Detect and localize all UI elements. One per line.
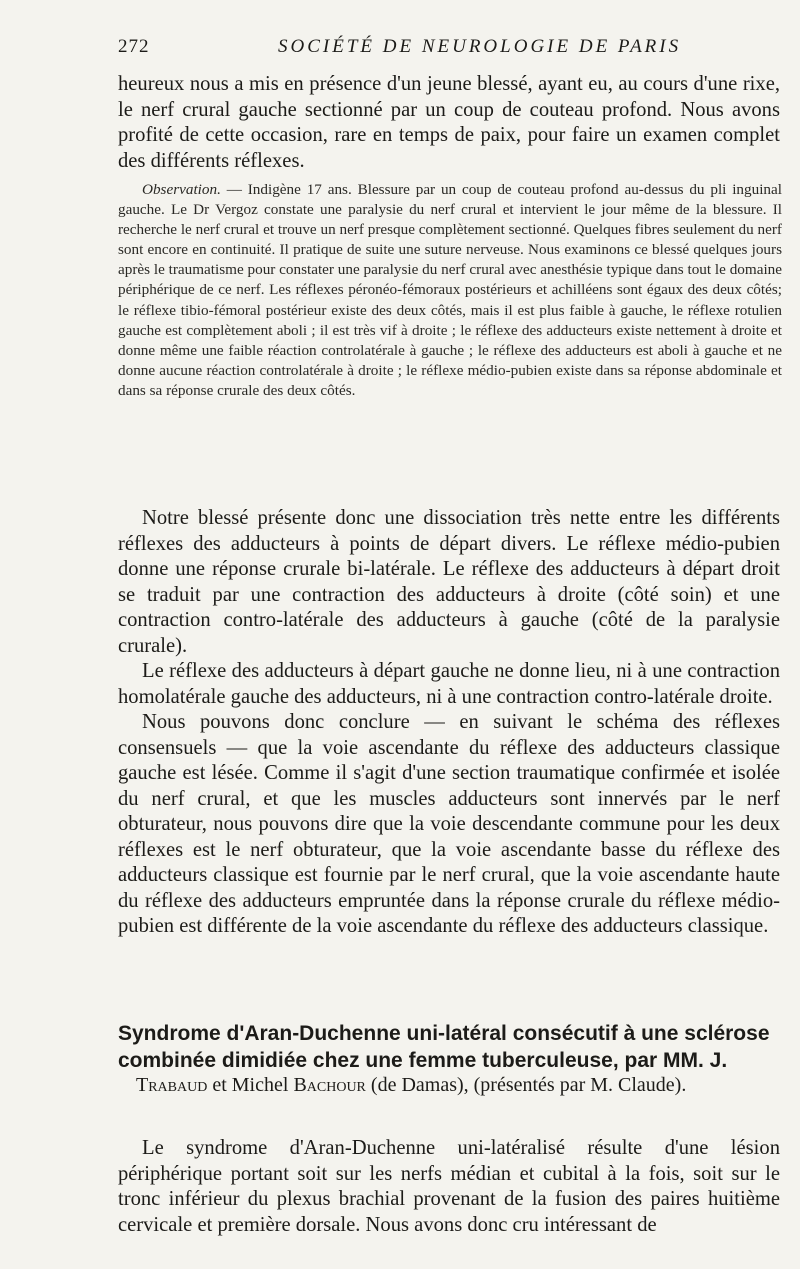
page-number: 272: [118, 36, 150, 57]
intro-paragraph: heureux nous a mis en présence d'un jeune blessé, ayant eu, au cours d'une rixe, le nerf crural gauche sectionné par un coup de couteau profond. Nous avons profité de cette occasion, rare en temps de paix, pour faire un examen complet des différents réflexes.: [118, 73, 780, 172]
section-title-par: par MM. J.: [618, 1049, 728, 1072]
author-bachour: Bachour: [293, 1074, 366, 1096]
section-authors: [118, 1072, 800, 1098]
author-connector: et Michel: [207, 1074, 294, 1096]
discussion-block: [118, 506, 780, 940]
author-affiliation: (de Damas), (présentés par M. Claude).: [365, 1074, 687, 1096]
observation-label: Observation.: [142, 181, 221, 198]
discussion-paragraph-1: Notre blessé présente donc une dissociation très nette entre les différents réflexes des adducteurs à points de départ divers. Le réflexe médio-pubien donne une réponse crurale bi-latérale. Le réflexe des adducteurs à départ droit se traduit par une contraction des adducteurs à droite (côté soin) et une contraction contro-latérale des adducteurs à gauche (côté de la paralysie crurale).: [118, 507, 780, 657]
closing-block: [118, 1136, 780, 1238]
observation-paragraph: [118, 180, 782, 401]
discussion-paragraph-2: Le réflexe des adducteurs à départ gauche ne donne lieu, ni à une contraction homolatérale gauche des adducteurs, ni à une contraction contro-latérale droite.: [118, 660, 780, 708]
page-header: [118, 36, 780, 66]
section-title: [118, 1020, 790, 1074]
discussion-paragraph-3: Nous pouvons donc conclure — en suivant le schéma des réflexes consensuels — que la voie ascendante du réflexe des adducteurs classique gauche est lésée. Comme il s'agit d'une section traumatique confirmée et isolée du nerf crural, et que les muscles adducteurs sont innervés par le nerf obturateur, nous pouvons dire que la voie descendante commune pour les deux réflexes est le nerf obturateur, que la voie ascendante basse du réflexe des adducteurs classique est fournie par le nerf crural, que la voie ascendante haute du réflexe des adducteurs empruntée dans la réponse crurale du réflexe médio-pubien est différente de la voie ascendante du réflexe des adducteurs classique.: [118, 711, 780, 937]
author-trabaud: Trabaud: [136, 1074, 208, 1096]
closing-paragraph: Le syndrome d'Aran-Duchenne uni-latéralisé résulte d'une lésion périphérique portant soit sur les nerfs médian et cubital à la fois, soit sur le tronc inférieur du plexus brachial provenant de la fusion des paires huitième cervicale et première dorsale. Nous avons donc cru intéressant de: [118, 1137, 780, 1236]
observation-text: — Indigène 17 ans. Blessure par un coup de couteau profond au-dessus du pli inguinal gauche. Le Dr Vergoz constate une paralysie du nerf crural et intervient le jour même de la blessure. Il recherche le nerf crural et trouve un nerf presque complètement sectionné. Quelques fibres seulement du nerf sont encore en continuité. Il pratique de suite une suture nerveuse. Nous examinons ce blessé quelques jours après le traumatisme pour constater une paralysie du nerf crural avec anesthésie typique dans tout le domaine périphérique de ce nerf. Les réflexes péronéo-fémoraux postérieurs et achilléens sont égaux des deux côtés; le réflexe tibio-fémoral postérieur existe des deux côtés, mais il est plus faible à gauche, le réflexe rotulien gauche est complètement aboli ; il est très vif à droite ; le réflexe des adducteurs existe nettement à droite et donne même une faible réaction controlatérale à gauche ; le réflexe des adducteurs est aboli à gauche et ne donne aucune réaction controlatérale à droite ; le réflexe médio-pubien existe dans sa réponse abdominale et dans sa réponse crurale des deux côtés.: [118, 181, 782, 399]
running-title: SOCIÉTÉ DE NEUROLOGIE DE PARIS: [278, 36, 682, 57]
observation-block: [118, 180, 782, 401]
section-title-text: Syndrome d'Aran-Duchenne uni-latéral consécutif à une sclérose combinée dimidiée chez une femme tuberculeuse,: [118, 1022, 770, 1072]
intro-paragraph-block: [118, 72, 780, 174]
